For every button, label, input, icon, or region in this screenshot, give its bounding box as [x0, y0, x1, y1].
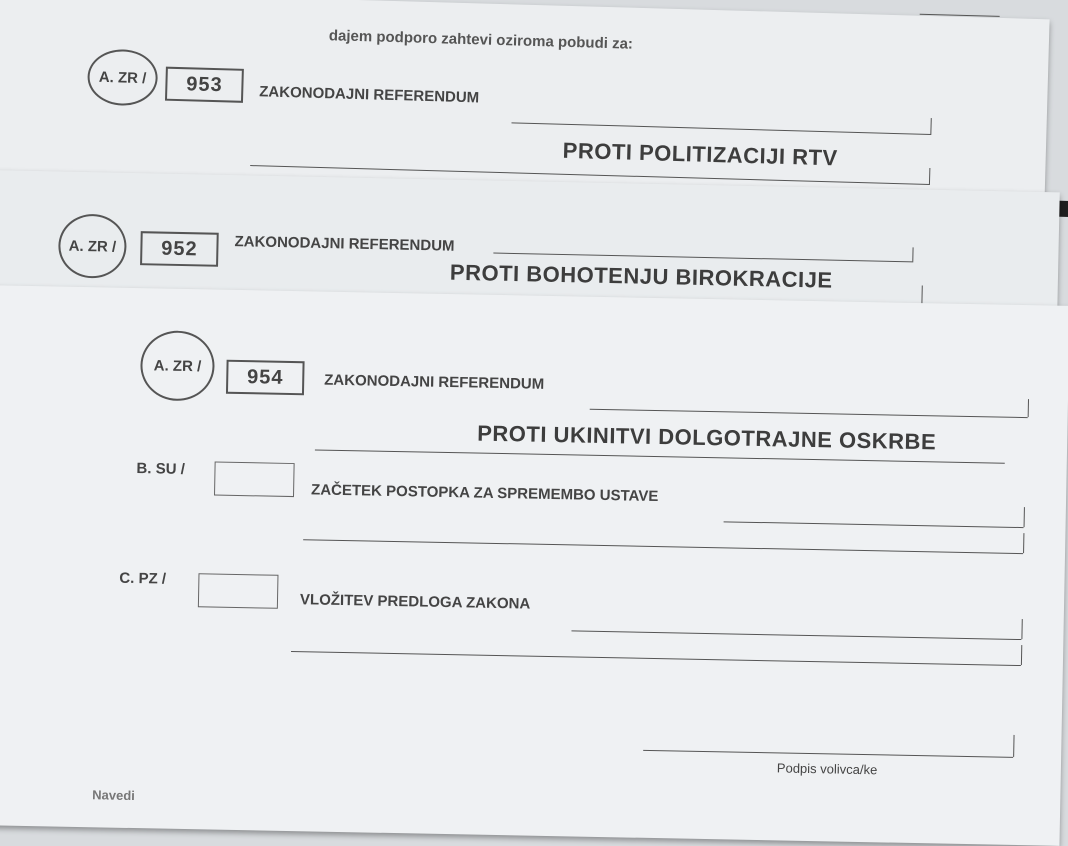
form-number: 953: [165, 67, 244, 103]
form-title: PROTI BOHOTENJU BIROKRACIJE: [449, 259, 833, 293]
line-tick: [1021, 645, 1022, 665]
fill-line: [724, 521, 1024, 528]
line-tick: [1024, 507, 1025, 527]
form-number: 952: [140, 231, 219, 267]
form-type: ZAKONODAJNI REFERENDUM: [259, 83, 480, 107]
form-title: PROTI POLITIZACIJI RTV: [562, 137, 839, 171]
fill-line: [920, 14, 1000, 17]
line-tick: [929, 168, 930, 184]
fill-line: [571, 630, 1021, 640]
option-c-checkbox[interactable]: [198, 573, 279, 609]
line-tick: [1021, 619, 1022, 639]
option-circle: A. ZR /: [58, 213, 127, 278]
form-title: PROTI UKINITVI DOLGOTRAJNE OSKRBE: [477, 420, 937, 455]
fill-line: [303, 539, 1023, 554]
option-c-text: VLOŽITEV PREDLOGA ZAKONA: [299, 591, 531, 613]
option-b-code: B. SU /: [136, 460, 186, 478]
fill-line: [291, 651, 1021, 666]
option-c-code: C. PZ /: [119, 569, 167, 588]
form-number: 954: [226, 360, 305, 395]
form-type: ZAKONODAJNI REFERENDUM: [234, 233, 455, 255]
form-type: ZAKONODAJNI REFERENDUM: [324, 371, 545, 393]
bottom-partial-text: Navedi: [92, 787, 136, 804]
line-tick: [1028, 399, 1029, 417]
option-b-checkbox[interactable]: [214, 462, 295, 498]
line-tick: [930, 118, 931, 134]
signature-line: [643, 750, 1013, 758]
fill-line: [590, 409, 1028, 418]
fill-line: [493, 253, 913, 263]
option-circle: A. ZR /: [140, 330, 215, 401]
header-text: dajem podporo zahtevi oziroma pobudi za:: [328, 27, 634, 53]
option-b-text: ZAČETEK POSTOPKA ZA SPREMEMBO USTAVE: [310, 481, 659, 506]
line-tick: [1023, 533, 1024, 553]
line-tick: [1013, 735, 1014, 757]
line-tick: [912, 247, 913, 261]
fill-line: [511, 122, 931, 135]
option-circle: A. ZR /: [87, 48, 159, 106]
ballot-sheet-954: [0, 285, 1068, 846]
signature-label: Podpis volivca/ke: [776, 760, 878, 778]
